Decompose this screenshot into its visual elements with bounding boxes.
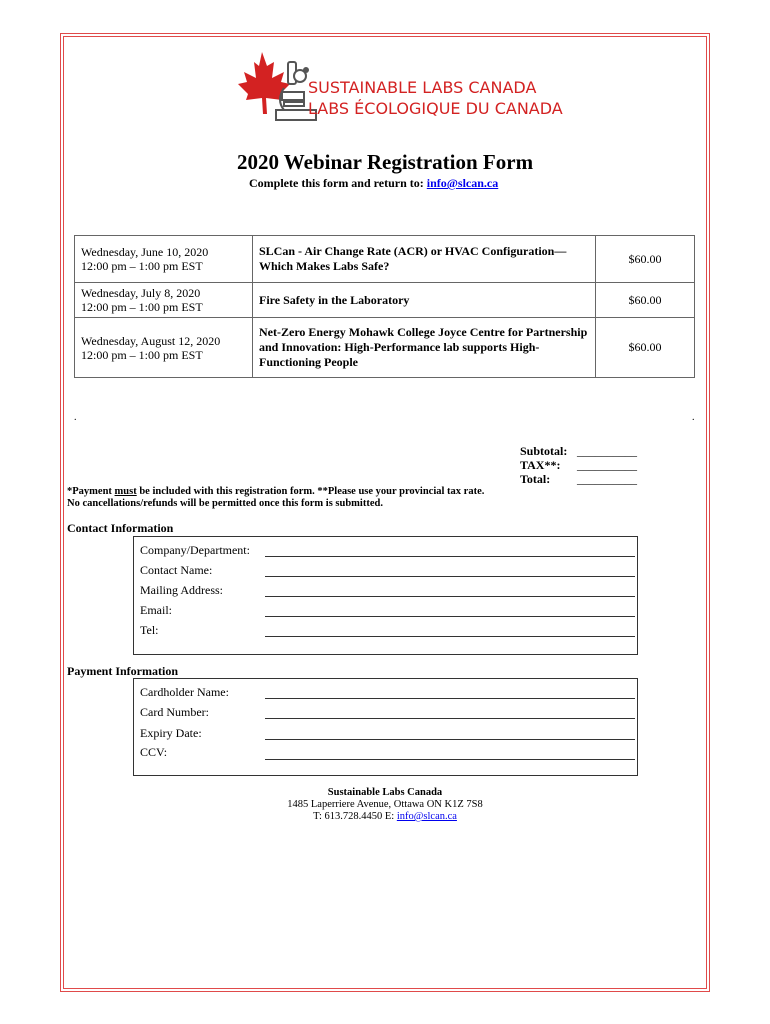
footer-org: Sustainable Labs Canada: [327, 787, 443, 798]
contact-form-box: [133, 536, 638, 655]
session-date-cell: [75, 318, 253, 378]
subtotal-label: Subtotal:: [520, 444, 568, 458]
table-row: [75, 318, 695, 378]
page-title: 2020 Webinar Registration Form: [236, 150, 534, 174]
session-date: Wednesday, August 12, 2020: [81, 333, 221, 348]
table-row: [75, 283, 695, 318]
margin-mark-right: .: [692, 412, 695, 423]
contact-section-title: Contact Information: [67, 521, 174, 535]
logo-line-2: LABS ÉCOLOGIQUE DU CANADA: [308, 99, 563, 118]
ccv-label: CCV:: [140, 745, 168, 759]
session-price: $60.00: [596, 318, 695, 378]
card-number-label: Card Number:: [140, 705, 209, 719]
cardholder-name-field[interactable]: [265, 698, 635, 699]
total-label: Total:: [520, 472, 551, 486]
tax-label: TAX**:: [520, 458, 561, 472]
subtitle-email-link[interactable]: info@slcan.ca: [426, 176, 499, 190]
footer-email-link[interactable]: info@slcan.ca: [396, 811, 457, 822]
table-row: [75, 236, 695, 283]
session-time: 12:00 pm – 1:00 pm EST: [81, 347, 203, 362]
payment-note-line-1: [67, 486, 484, 498]
payment-notes: [67, 486, 484, 510]
expiry-date-label: Expiry Date:: [140, 726, 202, 740]
session-date: Wednesday, July 8, 2020: [81, 286, 201, 300]
subtitle-text: Complete this form and return to:: [249, 176, 427, 190]
contact-name-field[interactable]: [265, 576, 635, 577]
session-topic: SLCan - Air Change Rate (ACR) or HVAC Configuration— Which Makes Labs Safe?: [253, 236, 596, 283]
expiry-date-field[interactable]: [265, 739, 635, 740]
session-time: 12:00 pm – 1:00 pm EST: [81, 259, 203, 273]
margin-mark-left: .: [74, 412, 77, 423]
footer-phone: T: 613.728.4450 E:: [313, 811, 397, 822]
session-topic: Fire Safety in the Laboratory: [253, 283, 596, 318]
logo-line-1: SUSTAINABLE LABS CANADA: [308, 78, 537, 97]
session-date-cell: [75, 283, 253, 318]
payment-form-box: [133, 678, 638, 776]
company-field[interactable]: [265, 556, 635, 557]
note-text: be included with this registration form. **Please use your provincial tax rate.: [136, 486, 485, 497]
company-label: Company/Department:: [140, 543, 250, 557]
footer-contact: [0, 811, 770, 823]
ccv-field[interactable]: [265, 759, 635, 760]
card-number-field[interactable]: [265, 718, 635, 719]
note-emphasis: must: [114, 486, 137, 497]
logo-wordmark: [308, 77, 563, 119]
cardholder-name-label: Cardholder Name:: [140, 685, 229, 699]
contact-name-label: Contact Name:: [140, 563, 213, 577]
session-date-cell: [75, 236, 253, 283]
note-text: *Payment: [67, 486, 115, 497]
email-field[interactable]: [265, 616, 635, 617]
session-date: Wednesday, June 10, 2020: [81, 245, 209, 259]
total-blank[interactable]: __________: [577, 472, 637, 486]
subtotal-blank[interactable]: __________: [577, 444, 637, 458]
mailing-address-label: Mailing Address:: [140, 583, 223, 597]
session-time: 12:00 pm – 1:00 pm EST: [81, 300, 203, 314]
session-topic: Net-Zero Energy Mohawk College Joyce Centre for Partnership and Innovation: High-Performance lab supports High-Functioning People: [253, 318, 596, 378]
session-price: $60.00: [596, 283, 695, 318]
tel-field[interactable]: [265, 636, 635, 637]
payment-section-title: Payment Information: [67, 664, 178, 678]
payment-note-line-2: No cancellations/refunds will be permitted once this form is submitted.: [67, 498, 383, 509]
subtitle: [249, 176, 498, 191]
tel-label: Tel:: [140, 623, 159, 637]
session-price: $60.00: [596, 236, 695, 283]
sessions-table: [74, 235, 695, 378]
mailing-address-field[interactable]: [265, 596, 635, 597]
email-label: Email:: [140, 603, 172, 617]
tax-blank[interactable]: __________: [577, 458, 637, 472]
footer: [0, 787, 770, 823]
footer-address: 1485 Laperriere Avenue, Ottawa ON K1Z 7S8: [287, 799, 483, 810]
